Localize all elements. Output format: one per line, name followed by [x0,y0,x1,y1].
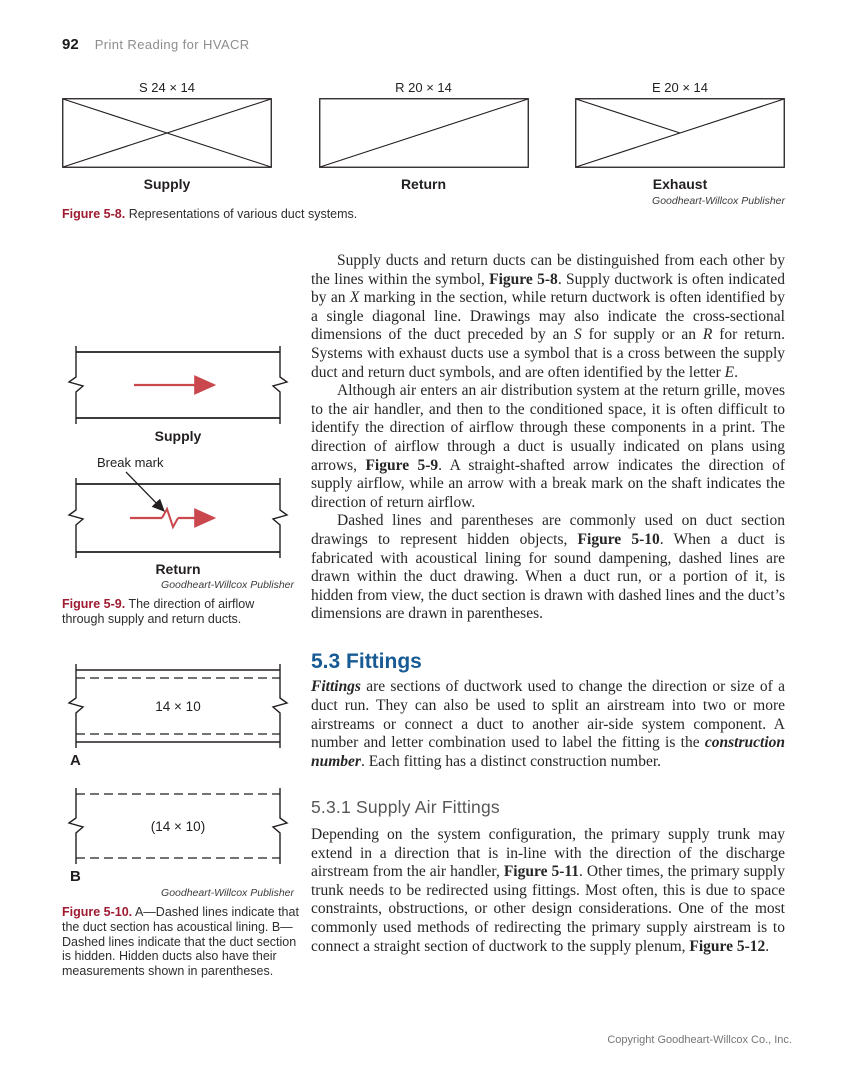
figure-5-8 [62,80,785,207]
break-mark-annotation-label: Break mark [97,455,164,470]
hidden-duct-drawing-wrap [62,786,294,866]
return-duct-drawing [62,471,294,559]
subsection-heading-supply-air-fittings: 5.3.1 Supply Air Fittings [311,797,500,818]
break-mark-icon [69,478,83,558]
exhaust-duct-symbol [575,80,785,192]
publisher-credit: Goodheart-Willcox Publisher [161,887,294,899]
figure-5-10-caption-text: A—Dashed lines indicate that the duct section has acoustical lining. B—Dashed lines indicate that the duct section is hidden. Hidden ducts also have their measurements shown in parentheses. [62,905,299,979]
figure-5-10-caption [62,905,300,979]
running-title: Print Reading for HVACR [94,37,250,52]
figure-5-8-symbols-row [62,80,785,192]
section-heading-fittings: 5.3 Fittings [311,649,422,673]
figure-5-8-caption [62,207,622,222]
exhaust-dimension-label: E 20 × 14 [651,80,709,95]
break-mark-icon [273,788,287,864]
page-number: 92 [62,36,79,53]
break-mark-icon [69,788,83,864]
exhaust-name-label: Exhaust [652,176,708,192]
return-duct-symbol [319,80,529,192]
view-a-label: A [70,752,81,769]
half-diagonal-marking-line [576,99,680,133]
duct-b-dimension-label: (14 × 10) [150,818,206,834]
return-name-label: Return [400,176,447,192]
supply-name-label: Supply [143,176,191,192]
publisher-credit: Goodheart-Willcox Publisher [161,579,294,591]
return-duct-drawing-wrap [62,471,294,559]
break-mark-icon [273,664,287,748]
figure-5-10 [62,662,300,979]
body-text-column [311,252,785,956]
break-mark-icon [69,664,83,748]
return-duct-graphic [319,98,529,168]
figure-5-9-return [62,455,300,627]
supply-duct-drawing-wrap [62,342,294,426]
break-mark-icon [69,346,83,424]
paragraph-duct-symbols: Supply ducts and return ducts can be distinguished from each other by the lines within the symbol, Figure 5-8. Supply ductwork is often indicated by an X marking in the section, while return ductwork is often identified by a single diagonal line. Drawings may also indicate the cross-sectional dimensions of the duct preceded by an S for supply or an R for return. Systems with exhaust ducts use a symbol that is a cross between the supply duct and return duct symbols, and are often identified by the letter E. [311,252,786,381]
figure-5-9-caption-text: The direction of airflow through supply and return ducts. [62,597,255,626]
paragraph-airflow-direction: Although air enters an air distribution system at the return grille, moves to the air handler, and then to the conditioned space, it is often difficult to identify the direction of airflow through these components in a print. The direction of airflow through a duct is usually indicated on plans using arrows, Figure 5-9. A straight-shafted arrow indicates the direction of supply airflow, while an arrow with a break mark on the shaft indicates the direction of return airflow. [311,382,785,511]
publisher-credit: Goodheart-Willcox Publisher [652,195,785,207]
exhaust-duct-graphic [575,98,785,168]
lined-duct-drawing-wrap [62,662,294,750]
supply-drawing-label: Supply [154,428,202,444]
paragraph-fittings-intro: Fittings are sections of ductwork used to change the direction or size of a duct run. They can also be used to split an airstream into two or more airstreams or connect a duct to another air-side system component. A number and letter combination used to label the fitting is the construction number. Each fitting has a distinct construction number. [311,678,785,770]
break-mark-icon [273,346,287,424]
copyright-footer: Copyright Goodheart-Willcox Co., Inc. [607,1034,792,1046]
figure-5-9-caption [62,597,300,627]
figure-5-8-caption-label: Figure 5-8. [62,207,126,221]
return-dimension-label: R 20 × 14 [395,80,452,95]
figure-5-9-caption-label: Figure 5-9. [62,597,126,611]
hidden-duct-drawing [62,786,294,866]
view-b-label: B [70,868,81,885]
diagonal-marking-line [320,99,528,167]
arrow-break-mark-icon [162,509,178,527]
supply-duct-drawing [62,342,294,426]
supply-duct-graphic [62,98,272,168]
figure-5-9-supply [62,342,300,444]
annotation-pointer-arrow [126,472,164,511]
return-drawing-label: Return [155,561,201,577]
figure-5-8-caption-text: Representations of various duct systems. [125,207,358,221]
page-header [62,36,250,53]
duct-a-dimension-label: 14 × 10 [155,698,201,714]
break-mark-icon [273,478,287,558]
figure-5-10-caption-label: Figure 5-10. [62,905,133,919]
paragraph-supply-air-fittings: Depending on the system configuration, the primary supply trunk may extend in a direction that is in-line with the direction of the discharge airstream from the air handler, Figure 5-11. Other times, the primary supply trunk needs to be redirected using fittings. Most often, this is due to space constraints, obstructions, or other design considerations. One of the most commonly used methods of redirecting the primary supply airstream is to connect a straight section of ductwork to the supply plenum, Figure 5-12. [311,826,785,955]
supply-duct-symbol [62,80,272,192]
paragraph-dashed-lines: Dashed lines and parentheses are commonly used on duct section drawings to represent hidden objects, Figure 5-10. When a duct is fabricated with acoustical lining for sound dampening, dashed lines are drawn within the duct drawing. When a duct run, or a portion of it, is hidden from view, the duct section is drawn with dashed lines and the duct’s dimensions are drawn in parentheses. [311,512,785,623]
lined-duct-drawing [62,662,294,750]
supply-dimension-label: S 24 × 14 [138,80,196,95]
